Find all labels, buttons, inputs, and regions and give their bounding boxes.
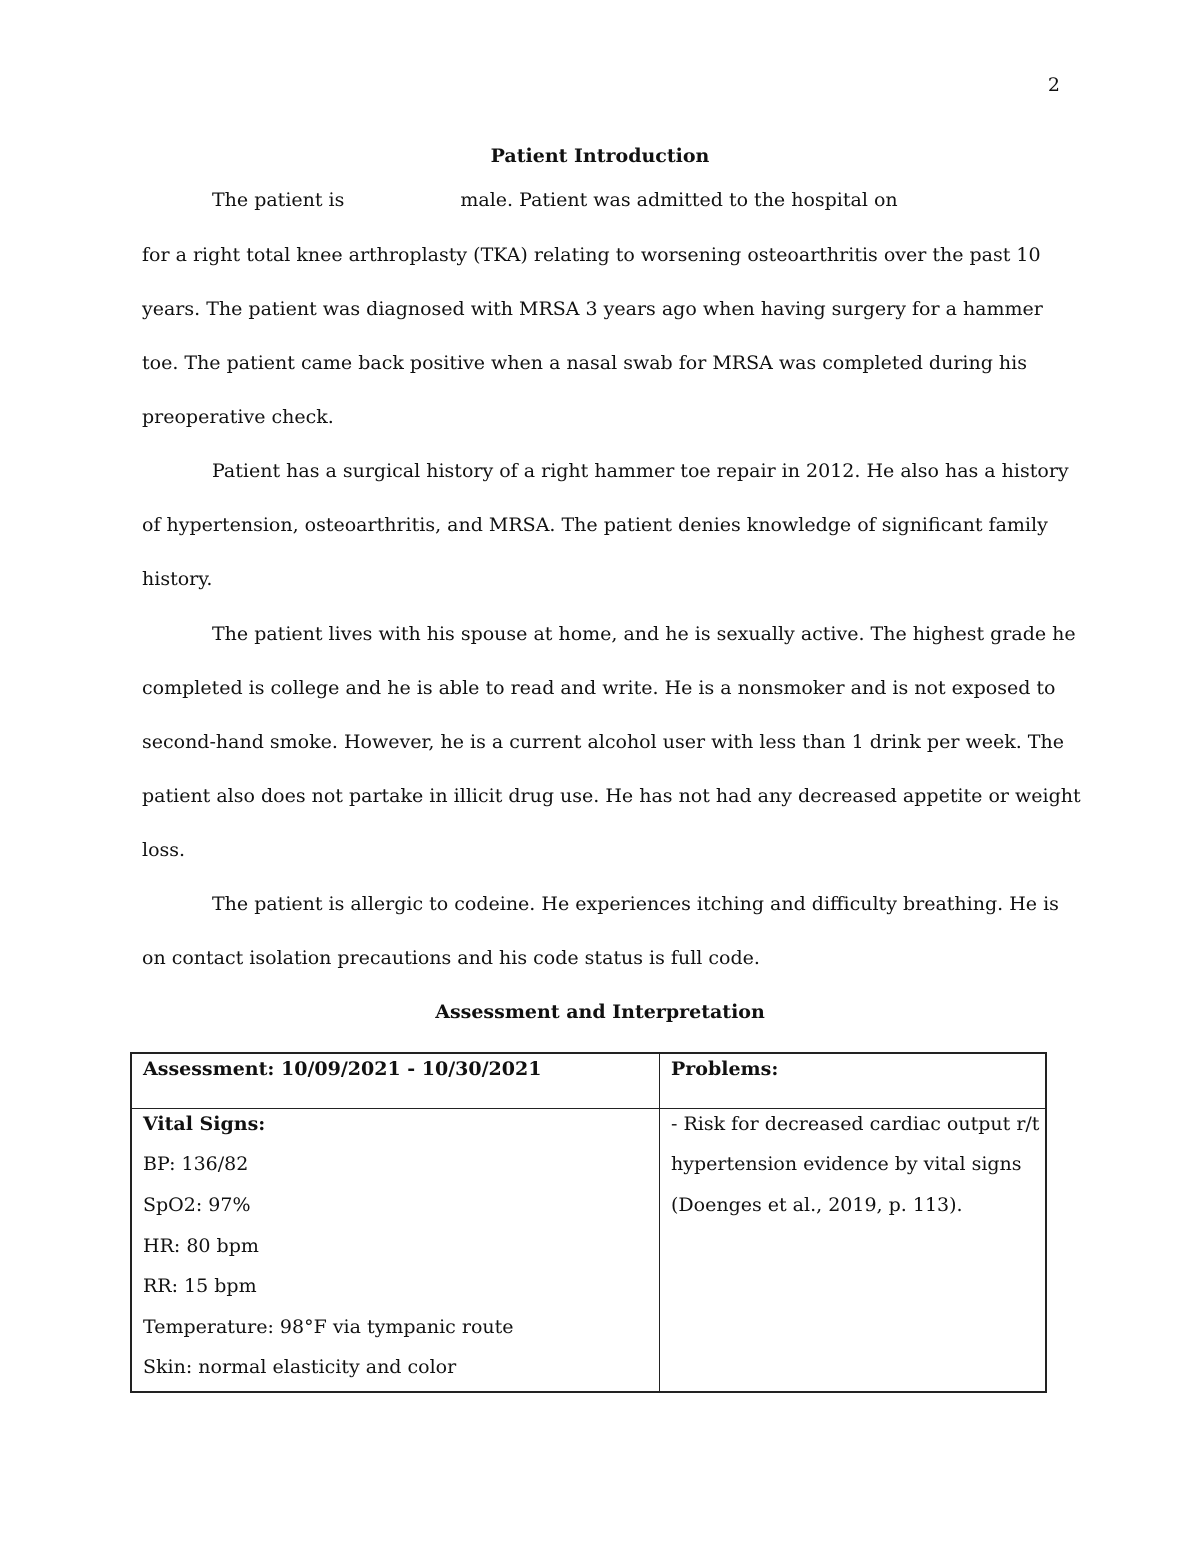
problem-line-2: hypertension evidence by vital signs xyxy=(671,1153,1022,1175)
table-header-assessment: Assessment: 10/09/2021 - 10/30/2021 xyxy=(143,1058,542,1080)
paragraph-3-line-2: completed is college and he is able to read and write. He is a nonsmoker and is not exposed to xyxy=(142,677,1056,699)
table-row-divider xyxy=(132,1108,1045,1109)
section-title-assessment-interpretation: Assessment and Interpretation xyxy=(435,1001,765,1023)
paragraph-2-line-3: history. xyxy=(142,568,213,590)
vital-sign-rr: RR: 15 bpm xyxy=(143,1275,257,1297)
paragraph-1-line-1-start: The patient is xyxy=(212,189,345,211)
paragraph-3-line-5: loss. xyxy=(142,839,186,861)
problem-line-3: (Doenges et al., 2019, p. 113). xyxy=(671,1194,963,1216)
vital-sign-hr: HR: 80 bpm xyxy=(143,1235,259,1257)
paragraph-3-line-1: The patient lives with his spouse at home, and he is sexually active. The highest grade he xyxy=(212,623,1076,645)
table-header-problems: Problems: xyxy=(671,1058,779,1080)
page-number: 2 xyxy=(1047,74,1060,96)
vital-sign-bp: BP: 136/82 xyxy=(143,1153,249,1175)
section-title-patient-introduction: Patient Introduction xyxy=(490,145,710,167)
table-column-divider xyxy=(659,1054,660,1391)
paragraph-1-line-2: for a right total knee arthroplasty (TKA) relating to worsening osteoarthritis over the past 10 xyxy=(142,244,1041,266)
paragraph-1-line-3: years. The patient was diagnosed with MRSA 3 years ago when having surgery for a hammer xyxy=(142,298,1043,320)
paragraph-1-line-5: preoperative check. xyxy=(142,406,334,428)
paragraph-1-line-4: toe. The patient came back positive when a nasal swab for MRSA was completed during his xyxy=(142,352,1027,374)
vital-sign-temperature: Temperature: 98°F via tympanic route xyxy=(143,1316,514,1338)
paragraph-1-line-1-end: male. Patient was admitted to the hospital on xyxy=(460,189,898,211)
paragraph-2-line-2: of hypertension, osteoarthritis, and MRSA. The patient denies knowledge of significant family xyxy=(142,514,1048,536)
vital-sign-spo2: SpO2: 97% xyxy=(143,1194,251,1216)
paragraph-1-line-1 xyxy=(212,189,898,211)
paragraph-3-line-3: second-hand smoke. However, he is a current alcohol user with less than 1 drink per week. The xyxy=(142,731,1064,753)
problem-line-1: - Risk for decreased cardiac output r/t xyxy=(671,1113,1040,1135)
vital-sign-skin: Skin: normal elasticity and color xyxy=(143,1356,457,1378)
paragraph-4-line-2: on contact isolation precautions and his code status is full code. xyxy=(142,947,760,969)
vital-signs-title: Vital Signs: xyxy=(143,1113,266,1135)
paragraph-2-line-1: Patient has a surgical history of a right hammer toe repair in 2012. He also has a history xyxy=(212,460,1069,482)
paragraph-4-line-1: The patient is allergic to codeine. He experiences itching and difficulty breathing. He is xyxy=(212,893,1059,915)
assessment-table xyxy=(130,1052,1047,1393)
paragraph-3-line-4: patient also does not partake in illicit drug use. He has not had any decreased appetite or weight xyxy=(142,785,1081,807)
